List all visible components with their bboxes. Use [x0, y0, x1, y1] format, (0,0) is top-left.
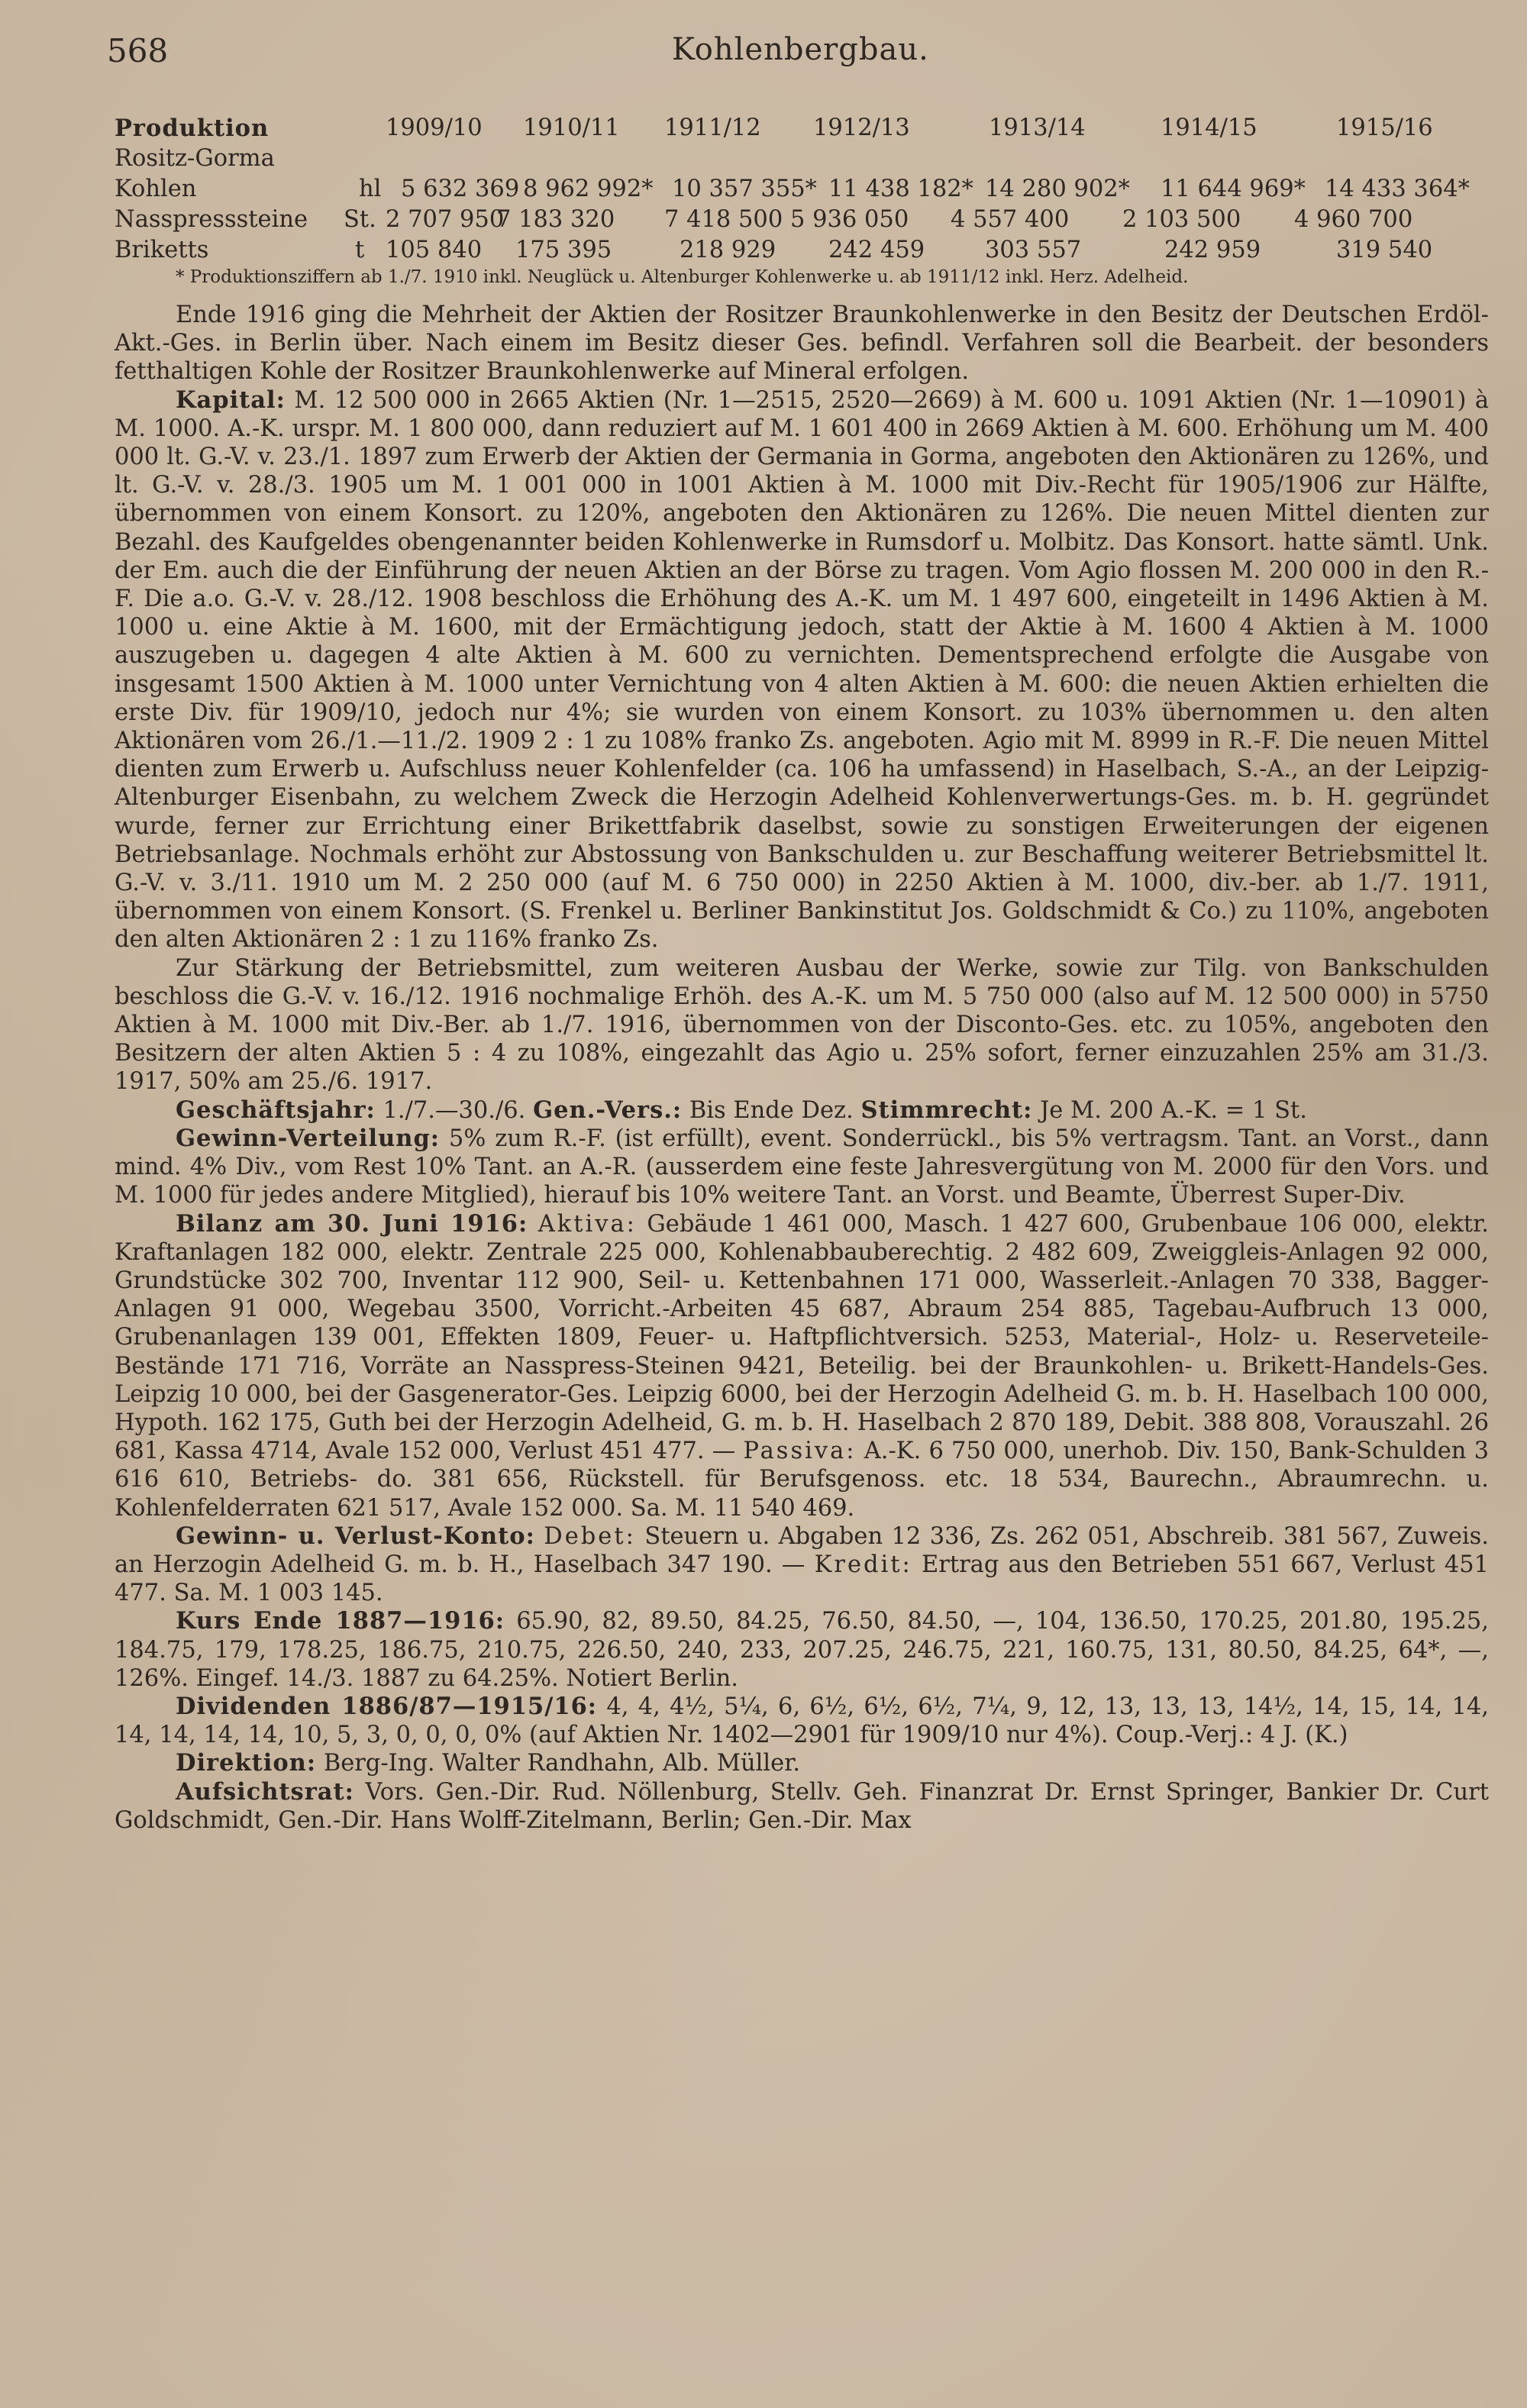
dir-text: Berg-Ing. Walter Randhahn, Alb. Müller.	[323, 1750, 801, 1777]
table-cell: 4 557 400	[951, 206, 1070, 233]
table-row	[115, 176, 1489, 206]
paragraph-geschaeftsjahr	[115, 1096, 1489, 1125]
paragraph-bilanz	[115, 1210, 1489, 1522]
table-row	[115, 206, 1489, 237]
footnote-row	[115, 267, 1489, 293]
table-cell: 7 183 320	[496, 206, 615, 233]
paragraph-aufsichtsrat	[115, 1778, 1489, 1835]
table-cell: 10 357 355*	[672, 176, 817, 202]
gv-text: Bis Ende Dez.	[689, 1096, 854, 1124]
aktiva-label: Aktiva:	[538, 1210, 637, 1238]
row-unit: St.	[344, 206, 376, 233]
st-label: Stimmrecht:	[860, 1096, 1033, 1124]
paragraph-dividenden	[115, 1693, 1489, 1749]
year-header: 1913/14	[989, 115, 1086, 141]
debet-text: Steuern u. Abgaben 12 336, Zs. 262 051, Abschreib. 381 567, Zuweis. an Herzogin Adelheid G. m. b. H., Haselbach 347 190. —	[115, 1522, 1489, 1578]
company-name: Rositz-Gorma	[115, 145, 275, 172]
div-label: Dividenden 1886/87—1915/16:	[176, 1692, 598, 1720]
ar-label: Aufsichtsrat:	[176, 1777, 354, 1806]
production-heading: Produktion	[115, 115, 270, 142]
page-header	[107, 32, 1481, 78]
table-row	[115, 237, 1489, 267]
table-cell: 303 557	[985, 237, 1082, 263]
passiva-label: Passiva:	[743, 1438, 857, 1465]
paragraph-ownership: Ende 1916 ging die Mehrheit der Aktien der Rositzer Braunkohlenwerke in den Besitz der Deutschen Erdöl-Akt.-Ges. in Berlin über. Nach einem im Besitz dieser Ges. befindl. Verfahren soll die Bearbeit. der besonders fetthaltigen Kohle der Rositzer Braunkohlenwerke auf Mineral erfolgen.	[115, 302, 1489, 386]
table-cell: 218 929	[680, 237, 776, 263]
table-cell: 14 280 902*	[985, 176, 1130, 202]
paragraph-gewinnverteilung	[115, 1125, 1489, 1210]
running-title: Kohlenbergbau.	[672, 32, 929, 67]
gj-label: Geschäftsjahr:	[176, 1096, 376, 1124]
year-header: 1911/12	[664, 115, 761, 141]
ar-text: Vors. Gen.-Dir. Rud. Nöllenburg, Stellv. Geh. Finanzrat Dr. Ernst Springer, Bankier Dr. Curt Goldschmidt, Gen.-Dir. Hans Wolff-Zitelmann, Berlin; Gen.-Dir. Max	[115, 1778, 1489, 1834]
aktiva-text: Gebäude 1 461 000, Masch. 1 427 600, Grubenbaue 106 000, elektr. Kraftanlagen 182 000, elektr. Zentrale 225 000, Kohlenabbauberechtig. 2 482 609, Zweiggleis-Anlagen 92 000, Grundstücke 302 700, Inventar 112 900, Seil- u. Kettenbahnen 171 000, Wasserleit.-Anlagen 70 338, Bagger-Anlagen 91 000, Wegebau 3500, Vorricht.-Arbeiten 45 687, Abraum 254 885, Tagebau-Aufbruch 13 000, Grubenanlagen 139 001, Effekten 1809, Feuer- u. Haftpflichtversich. 5253, Material-, Holz- u. Reserveteile-Bestände 171 716, Vorräte an Nasspress-Steinen 9421, Beteilig. bei der Braunkohlen- u. Brikett-Handels-Ges. Leipzig 10 000, bei der Gasgenerator-Ges. Leipzig 6000, bei der Herzogin Adelheid G. m. b. H. Haselbach 100 000, Hypoth. 162 175, Guth bei der Herzogin Adelheid, G. m. b. H. Haselbach 2 870 189, Debit. 388 808, Vorauszahl. 26 681, Kassa 4714, Avale 152 000, Verlust 451 477. —	[115, 1210, 1489, 1465]
table-cell: 175 395	[515, 237, 612, 263]
kapital-label: Kapital:	[176, 386, 286, 414]
gv-label: Gen.-Vers.:	[533, 1096, 683, 1124]
year-header: 1914/15	[1161, 115, 1257, 141]
table-cell: 8 962 992*	[523, 176, 654, 202]
year-header: 1909/10	[386, 115, 483, 141]
production-table	[115, 115, 1489, 293]
year-header: 1910/11	[523, 115, 620, 141]
company-text	[115, 301, 1489, 1835]
table-cell: 242 959	[1164, 237, 1261, 263]
production-header-row	[115, 115, 1489, 145]
table-cell: 14 433 364*	[1325, 176, 1470, 202]
table-cell: 105 840	[386, 237, 483, 263]
table-cell: 5 936 050	[790, 206, 909, 233]
gewinn-text: 5% zum R.-F. (ist erfüllt), event. Sonderrückl., bis 5% vertragsm. Tant. an Vorst., dann mind. 4% Div., vom Rest 10% Tant. an A.-R. (ausserdem eine feste Jahresvergütung von M. 2000 für den Vors. und M. 1000 für jedes andere Mitglied), hierauf bis 10% weitere Tant. an Vorst. und Beamte, Überrest Super-Div.	[115, 1125, 1489, 1209]
div-text: 4, 4, 4½, 5¼, 6, 6½, 6½, 6½, 7¼, 9, 12, 13, 13, 13, 14½, 14, 15, 14, 14, 14, 14, 14, 14, 10, 5, 3, 0, 0, 0, 0% (auf Aktien Nr. 1402—2901 für 1909/10 nur 4%). Coup.-Verj.: 4 J. (K.)	[115, 1693, 1489, 1749]
guv-label: Gewinn- u. Verlust-Konto:	[176, 1522, 535, 1550]
st-text: Je M. 200 A.-K. = 1 St.	[1040, 1096, 1307, 1124]
production-footnote: * Produktionsziffern ab 1./7. 1910 inkl. Neuglück u. Altenburger Kohlenwerke u. ab 1911/12 inkl. Herz. Adelheid.	[176, 267, 1189, 287]
gewinn-label: Gewinn-Verteilung:	[176, 1124, 441, 1152]
row-label: Briketts	[115, 237, 209, 263]
kredit-label: Kredit:	[814, 1551, 912, 1578]
passiva-text: A.-K. 6 750 000, unerhob. Div. 150, Bank-Schulden 3 616 610, Betriebs- do. 381 656, Rückstell. für Berufsgenoss. etc. 18 534, Baurechn., Abraumrechn. u. Kohlenfelderraten 621 517, Avale 152 000. Sa. M. 11 540 469.	[115, 1438, 1489, 1522]
table-cell: 5 632 369	[401, 176, 520, 202]
paragraph-kapital	[115, 386, 1489, 954]
paragraph-guv	[115, 1522, 1489, 1608]
table-cell: 4 960 700	[1294, 206, 1413, 233]
kapital-text: M. 12 500 000 in 2665 Aktien (Nr. 1—2515, 2520—2669) à M. 600 u. 1091 Aktien (Nr. 1—10901) à M. 1000. A.-K. urspr. M. 1 800 000, dann reduziert auf M. 1 601 400 in 2669 Aktien à M. 600. Erhöhung um M. 400 000 lt. G.-V. v. 23./1. 1897 zum Erwerb der Aktien der Germania in Gorma, angeboten den Aktionären zu 126%, und lt. G.-V. v. 28./3. 1905 um M. 1 001 000 in 1001 Aktien à M. 1000 mit Div.-Recht für 1905/1906 zur Hälfte, übernommen von einem Konsort. zu 120%, angeboten den Aktionären zu 126%. Die neuen Mittel dienten zur Bezahl. des Kaufgeldes obengenannter beiden Kohlenwerke in Rumsdorf u. Molbitz. Das Konsort. hatte sämtl. Unk. der Em. auch die der Einführung der neuen Aktien an der Börse zu tragen. Vom Agio flossen M. 200 000 in den R.-F. Die a.o. G.-V. v. 28./12. 1908 beschloss die Erhöhung des A.-K. um M. 1 497 600, eingeteilt in 1496 Aktien à M. 1000 u. eine Aktie à M. 1600, mit der Ermächtigung jedoch, statt der Aktie à M. 1600 4 Aktien à M. 1000 auszugeben u. dagegen 4 alte Aktien à M. 600 zu vernichten. Dementsprechend erfolgte die Ausgabe von insgesamt 1500 Aktien à M. 1000 unter Vernichtung von 4 alten Aktien à M. 600: die neuen Aktien erhielten die erste Div. für 1909/10, jedoch nur 4%; sie wurden von einem Konsort. zu 103% übernommen u. den alten Aktionären vom 26./1.—11./2. 1909 2 : 1 zu 108% franko Zs. angeboten. Agio mit M. 8999 in R.-F. Die neuen Mittel dienten zum Erwerb u. Aufschluss neuer Kohlenfelder (ca. 106 ha umfassend) in Haselbach, S.-A., an der Leipzig-Altenburger Eisenbahn, zu welchem Zweck die Herzogin Adelheid Kohlenverwertungs-Ges. m. b. H. gegründet wurde, ferner zur Errichtung einer Brikettfabrik daselbst, sowie zu sonstigen Erweiterungen der eigenen Betriebsanlage. Nochmals erhöht zur Abstossung von Bankschulden u. zur Beschaffung weiterer Betriebsmittel lt. G.-V. v. 3./11. 1910 um M. 2 250 000 (auf M. 6 750 000) in 2250 Aktien à M. 1000, div.-ber. ab 1./7. 1911, übernommen von einem Konsort. (S. Frenkel u. Berliner Bankinstitut Jos. Goldschmidt & Co.) zu 110%, angeboten den alten Aktionären 2 : 1 zu 116% franko Zs.	[115, 386, 1490, 954]
row-label: Nasspresssteine	[115, 206, 308, 233]
paragraph-direktion	[115, 1749, 1489, 1777]
bilanz-label: Bilanz am 30. Juni 1916:	[176, 1209, 528, 1238]
dir-label: Direktion:	[176, 1749, 317, 1777]
paragraph-kurs	[115, 1607, 1489, 1693]
paragraph-capital-increase: Zur Stärkung der Betriebsmittel, zum weiteren Ausbau der Werke, sowie zur Tilg. von Bankschulden beschloss die G.-V. v. 16./12. 1916 nochmalige Erhöh. des A.-K. um M. 5 750 000 (also auf M. 12 500 000) in 5750 Aktien à M. 1000 mit Div.-Ber. ab 1./7. 1916, übernommen von der Disconto-Ges. etc. zu 105%, angeboten den Besitzern der alten Aktien 5 : 4 zu 108%, eingezahlt das Agio u. 25% sofort, ferner einzuzahlen 25% am 31./3. 1917, 50% am 25./6. 1917.	[115, 954, 1489, 1096]
table-cell: 2 707 950	[386, 206, 505, 233]
kredit-text: Ertrag aus den Betrieben 551 667, Verlust 451 477. Sa. M. 1 003 145.	[115, 1551, 1490, 1607]
table-cell: 11 644 969*	[1161, 176, 1306, 202]
year-header: 1912/13	[813, 115, 910, 141]
table-cell: 7 418 500	[664, 206, 783, 233]
gj-text: 1./7.—30./6.	[383, 1096, 526, 1124]
page-number: 568	[107, 32, 169, 69]
row-label: Kohlen	[115, 176, 197, 202]
kurs-text: 65.90, 82, 89.50, 84.25, 76.50, 84.50, —, 104, 136.50, 170.25, 201.80, 195.25, 184.75, 179, 178.25, 186.75, 210.75, 226.50, 240, 233, 207.25, 246.75, 221, 160.75, 131, 80.50, 84.25, 64*, —, 126%. Eingef. 14./3. 1887 zu 64.25%. Notiert Berlin.	[115, 1608, 1489, 1692]
year-header: 1915/16	[1336, 115, 1433, 141]
table-cell: 11 438 182*	[828, 176, 973, 202]
row-unit: hl	[359, 176, 382, 202]
kurs-label: Kurs Ende 1887—1916:	[176, 1607, 505, 1635]
row-unit: t	[355, 237, 365, 263]
table-cell: 242 459	[828, 237, 925, 263]
table-cell: 319 540	[1336, 237, 1433, 263]
debet-label: Debet:	[544, 1522, 636, 1550]
table-cell: 2 103 500	[1122, 206, 1241, 233]
company-row	[115, 145, 1489, 176]
